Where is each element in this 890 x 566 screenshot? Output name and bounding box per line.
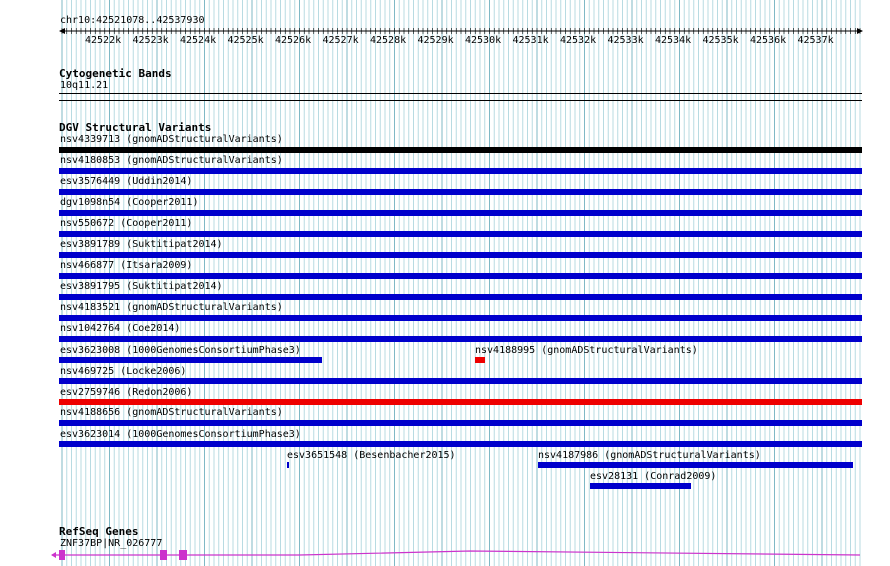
feature-bar[interactable]	[59, 294, 862, 300]
feature-label[interactable]: nsv4339713 (gnomADStructuralVariants)	[60, 134, 283, 145]
feature-label[interactable]: esv2759746 (Redon2006)	[60, 387, 193, 398]
gene-model[interactable]	[0, 545, 890, 565]
track-title-dgv[interactable]: DGV Structural Variants	[59, 121, 212, 134]
feature-bar[interactable]	[59, 357, 322, 363]
feature-bar[interactable]	[59, 252, 862, 258]
feature-label[interactable]: esv3891789 (Suktitipat2014)	[60, 239, 223, 250]
ruler-tick-label: 42537k	[797, 35, 834, 46]
feature-label[interactable]: nsv550672 (Cooper2011)	[60, 218, 193, 229]
feature-label[interactable]: esv3891795 (Suktitipat2014)	[60, 281, 223, 292]
feature-label[interactable]: nsv469725 (Locke2006)	[60, 366, 187, 377]
ruler-tick-label: 42522k	[85, 35, 122, 46]
feature-label[interactable]: dgv1098n54 (Cooper2011)	[60, 197, 199, 208]
track-title-refseq[interactable]: RefSeq Genes	[59, 525, 139, 538]
ruler-tick-label: 42524k	[180, 35, 217, 46]
feature-bar[interactable]	[59, 168, 862, 174]
cytoband-line	[59, 93, 862, 94]
feature-bar[interactable]	[59, 336, 862, 342]
ruler-tick-label: 42535k	[702, 35, 739, 46]
feature-label[interactable]: esv3651548 (Besenbacher2015)	[287, 450, 456, 461]
ruler-tick-label: 42526k	[275, 35, 312, 46]
ruler-tick-label: 42527k	[322, 35, 359, 46]
feature-label[interactable]: esv3576449 (Uddin2014)	[60, 176, 193, 187]
strand-arrow-icon	[51, 552, 56, 558]
feature-bar[interactable]	[59, 420, 862, 426]
ruler-tick-label: 42523k	[132, 35, 169, 46]
feature-label[interactable]: esv3623008 (1000GenomesConsortiumPhase3)	[60, 345, 301, 356]
ruler-tick-label: 42534k	[655, 35, 692, 46]
feature-bar[interactable]	[59, 273, 862, 279]
feature-bar[interactable]	[538, 462, 853, 468]
ruler-tick-label: 42533k	[607, 35, 644, 46]
ruler-tick-label: 42529k	[417, 35, 454, 46]
feature-label[interactable]: nsv466877 (Itsara2009)	[60, 260, 193, 271]
gene-label[interactable]: ZNF37BP|NR_026777	[60, 538, 163, 549]
feature-label[interactable]: nsv4187986 (gnomADStructuralVariants)	[538, 450, 761, 461]
ruler-tick-label: 42530k	[465, 35, 502, 46]
feature-label[interactable]: esv3623014 (1000GenomesConsortiumPhase3)	[60, 429, 301, 440]
locus-label: chr10:42521078..42537930	[60, 15, 205, 26]
ruler-tick-label: 42528k	[370, 35, 407, 46]
ruler-tick-label: 42532k	[560, 35, 597, 46]
feature-bar[interactable]	[59, 441, 862, 447]
feature-bar[interactable]	[59, 147, 862, 153]
feature-label[interactable]: nsv4188995 (gnomADStructuralVariants)	[475, 345, 698, 356]
gene-exon	[179, 550, 187, 560]
feature-label[interactable]: nsv4183521 (gnomADStructuralVariants)	[60, 302, 283, 313]
gene-exon	[59, 550, 65, 560]
ruler-tick-label: 42531k	[512, 35, 549, 46]
track-divider	[59, 100, 862, 101]
feature-bar[interactable]	[59, 378, 862, 384]
feature-bar[interactable]	[59, 399, 862, 405]
feature-bar[interactable]	[59, 231, 862, 237]
feature-bar[interactable]	[287, 462, 289, 468]
feature-bar[interactable]	[475, 357, 485, 363]
feature-bar[interactable]	[59, 189, 862, 195]
ruler-tick-label: 42536k	[750, 35, 787, 46]
feature-bar[interactable]	[590, 483, 691, 489]
feature-bar[interactable]	[59, 210, 862, 216]
feature-label[interactable]: nsv1042764 (Coe2014)	[60, 323, 181, 334]
feature-label[interactable]: nsv4180853 (gnomADStructuralVariants)	[60, 155, 283, 166]
track-title-cytobands[interactable]: Cytogenetic Bands	[59, 67, 172, 80]
gene-exon	[160, 550, 167, 560]
feature-label[interactable]: esv28131 (Conrad2009)	[590, 471, 717, 482]
ruler-tick-label: 42525k	[227, 35, 264, 46]
feature-label[interactable]: nsv4188656 (gnomADStructuralVariants)	[60, 407, 283, 418]
cytoband-label: 10q11.21	[60, 80, 109, 91]
feature-bar[interactable]	[59, 315, 862, 321]
